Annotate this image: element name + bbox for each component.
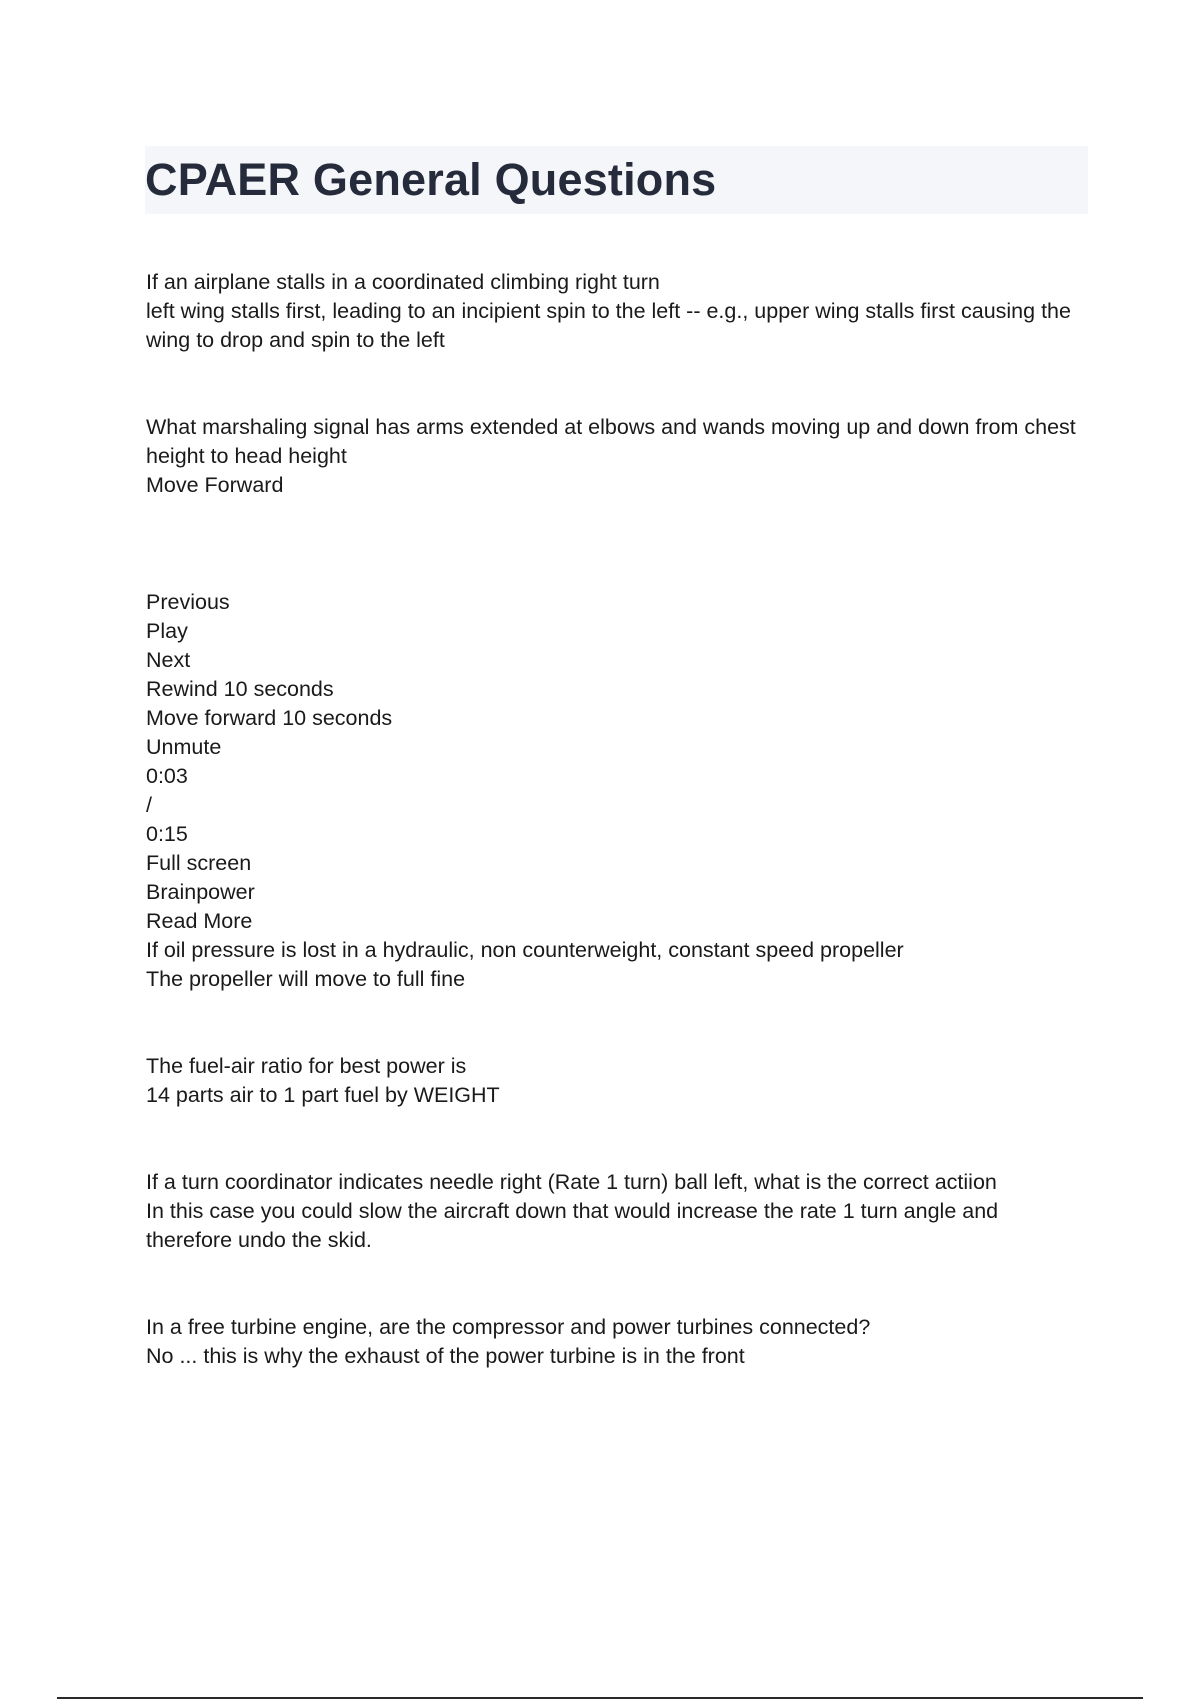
qa-item-5 [146, 1168, 1086, 1255]
current-time: 0:03 [146, 764, 188, 788]
time-separator: / [146, 793, 152, 817]
qa-item-4 [146, 1052, 1086, 1110]
play-button[interactable]: Play [146, 619, 188, 643]
question-text: If an airplane stalls in a coordinated climbing right turn [146, 270, 660, 294]
document-content [146, 268, 1086, 1371]
answer-text: 14 parts air to 1 part fuel by WEIGHT [146, 1083, 500, 1107]
spacer [146, 500, 1086, 588]
question-text: If a turn coordinator indicates needle right (Rate 1 turn) ball left, what is the correct actiion [146, 1170, 997, 1194]
qa-item-6 [146, 1313, 1086, 1371]
spacer [146, 1255, 1086, 1313]
answer-text: No ... this is why the exhaust of the power turbine is in the front [146, 1344, 745, 1368]
rewind-button[interactable]: Rewind 10 seconds [146, 677, 334, 701]
spacer [146, 994, 1086, 1052]
question-text: If oil pressure is lost in a hydraulic, non counterweight, constant speed propeller [146, 938, 904, 962]
answer-text: left wing stalls first, leading to an incipient spin to the left -- e.g., upper wing stalls first causing the wing to drop and spin to the left [146, 299, 1071, 352]
spacer [146, 1110, 1086, 1168]
forward-button[interactable]: Move forward 10 seconds [146, 706, 393, 730]
question-text: The fuel-air ratio for best power is [146, 1054, 467, 1078]
video-player-text [146, 588, 1086, 994]
qa-item-2 [146, 413, 1086, 500]
fullscreen-button[interactable]: Full screen [146, 851, 252, 875]
brand-label: Brainpower [146, 880, 255, 904]
qa-item-1 [146, 268, 1086, 355]
previous-button[interactable]: Previous [146, 590, 230, 614]
title-banner [145, 146, 1088, 214]
footer-divider [57, 1697, 1143, 1699]
question-text: In a free turbine engine, are the compressor and power turbines connected? [146, 1315, 871, 1339]
next-button[interactable]: Next [146, 648, 191, 672]
answer-text: In this case you could slow the aircraft down that would increase the rate 1 turn angle and therefore undo the skid. [146, 1199, 999, 1252]
answer-text: The propeller will move to full fine [146, 967, 466, 991]
spacer [146, 355, 1086, 413]
duration: 0:15 [146, 822, 188, 846]
unmute-button[interactable]: Unmute [146, 735, 222, 759]
question-text: What marshaling signal has arms extended at elbows and wands moving up and down from chest height to head height [146, 415, 1076, 468]
page-title: CPAER General Questions [145, 154, 717, 205]
answer-text: Move Forward [146, 473, 284, 497]
read-more-link[interactable]: Read More [146, 909, 253, 933]
